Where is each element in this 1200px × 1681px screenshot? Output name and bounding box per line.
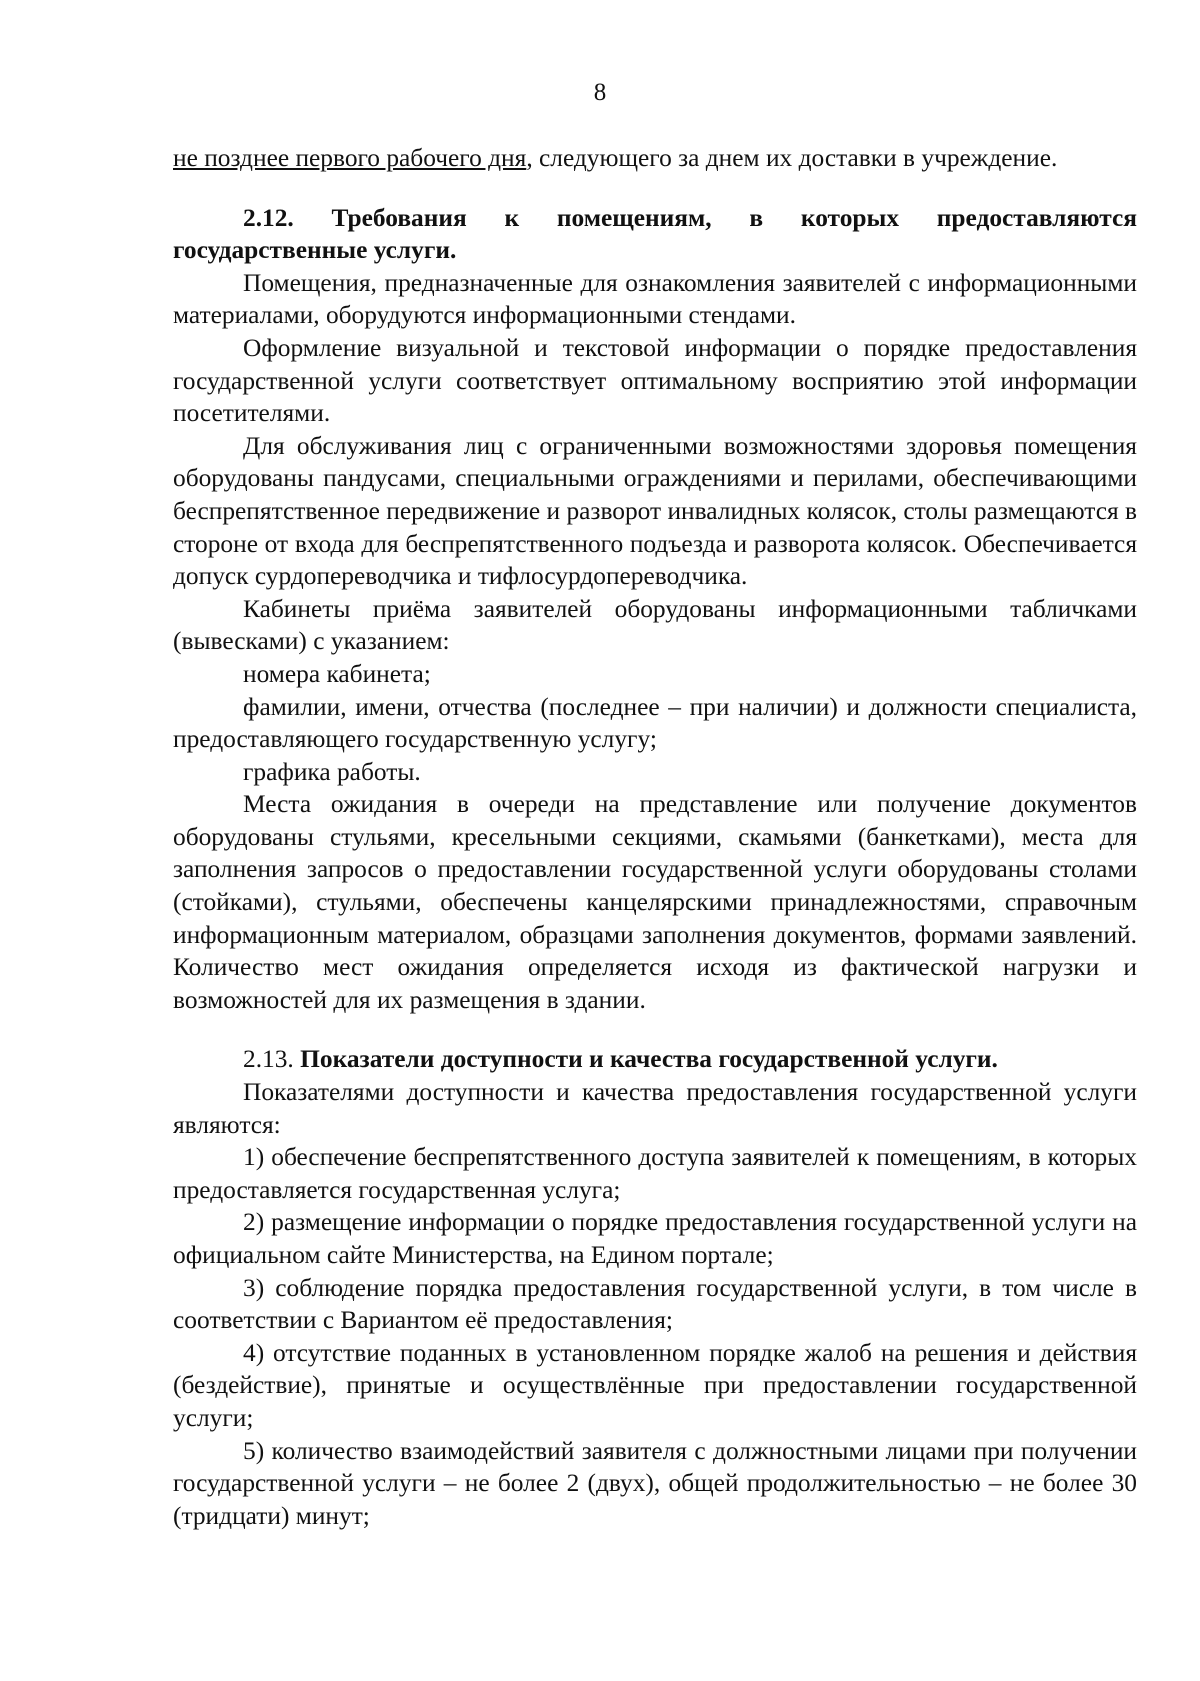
section-2-12-paragraph: Для обслуживания лиц с ограниченными возможностями здоровья помещения оборудованы пандусами, специальными ограждениями и перилами, обеспечивающими беспрепятственное передвижение и разворот инвалидных колясок, столы размещаются в стороне от входа для беспрепятственного подъезда и разворота колясок. Обеспечивается допуск сурдопереводчика и тифлосурдопереводчика. bbox=[173, 431, 1137, 591]
section-2-12-list-item: фамилии, имени, отчества (последнее – при наличии) и должности специалиста, предоставляющего государственную услугу; bbox=[173, 692, 1137, 754]
intro-text: , следующего за днем их доставки в учреждение. bbox=[526, 144, 1058, 172]
section-2-13-paragraph: Показателями доступности и качества предоставления государственной услуги являются: bbox=[173, 1078, 1137, 1139]
section-2-13-list-item: 1) обеспечение беспрепятственного доступа заявителей к помещениям, в которых предоставляется государственная услуга; bbox=[173, 1143, 1137, 1204]
section-2-13-list-item: 3) соблюдение порядка предоставления государственной услуги, в том числе в соответствии с Вариантом её предоставления; bbox=[173, 1273, 1137, 1335]
section-2-12-paragraph: Оформление визуальной и текстовой информации о порядке предоставления государственной услуги соответствует оптимальному восприятию этой информации посетителями. bbox=[173, 333, 1137, 428]
section-2-13-list-item: 4) отсутствие поданных в установленном порядке жалоб на решения и действия (бездействие), принятые и осуществлённые при предоставлении государственной услуги; bbox=[173, 1338, 1137, 1432]
section-2-12-list-item: номера кабинета; bbox=[243, 659, 431, 688]
section-2-12-heading: 2.12. Требования к помещениям, в которых предоставляются государственные услуги. bbox=[173, 203, 1137, 265]
section-2-13-list-item: 2) размещение информации о порядке предоставления государственной услуги на официальном сайте Министерства, на Едином портале; bbox=[173, 1208, 1137, 1269]
section-2-13-list-item: 5) количество взаимодействий заявителя с должностными лицами при получении государственной услуги – не более 2 (двух), общей продолжительностью – не более 30 (тридцати) минут; bbox=[173, 1436, 1137, 1530]
section-2-13-title: Показатели доступности и качества государственной услуги. bbox=[300, 1045, 998, 1074]
intro-paragraph bbox=[173, 142, 1137, 175]
section-2-13-number: 2.13. bbox=[243, 1045, 294, 1074]
section-2-12-paragraph: Места ожидания в очереди на представление или получение документов оборудованы стульями, кресельными секциями, скамьями (банкетками), места для заполнения запросов о предоставлении государственной услуги оборудованы столами (стойками), стульями, обеспечены канцелярскими принадлежностями, справочным информационным материалом, образцами заполнения документов, формами заявлений. Количество мест ожидания определяется исходя из фактической нагрузки и возможностей для их размещения в здании. bbox=[173, 790, 1137, 1014]
section-2-12-paragraph: Кабинеты приёма заявителей оборудованы информационными табличками (вывесками) с указанием: bbox=[173, 594, 1137, 656]
section-2-12-paragraph: Помещения, предназначенные для ознакомления заявителей с информационными материалами, оборудуются информационными стендами. bbox=[173, 268, 1137, 330]
intro-underlined-text: не позднее первого рабочего дня bbox=[173, 144, 527, 172]
page-number: 8 bbox=[593, 79, 607, 106]
document-body bbox=[173, 142, 1137, 1532]
section-2-13-heading bbox=[173, 1043, 1137, 1076]
section-2-12-list-item: графика работы. bbox=[243, 757, 421, 786]
